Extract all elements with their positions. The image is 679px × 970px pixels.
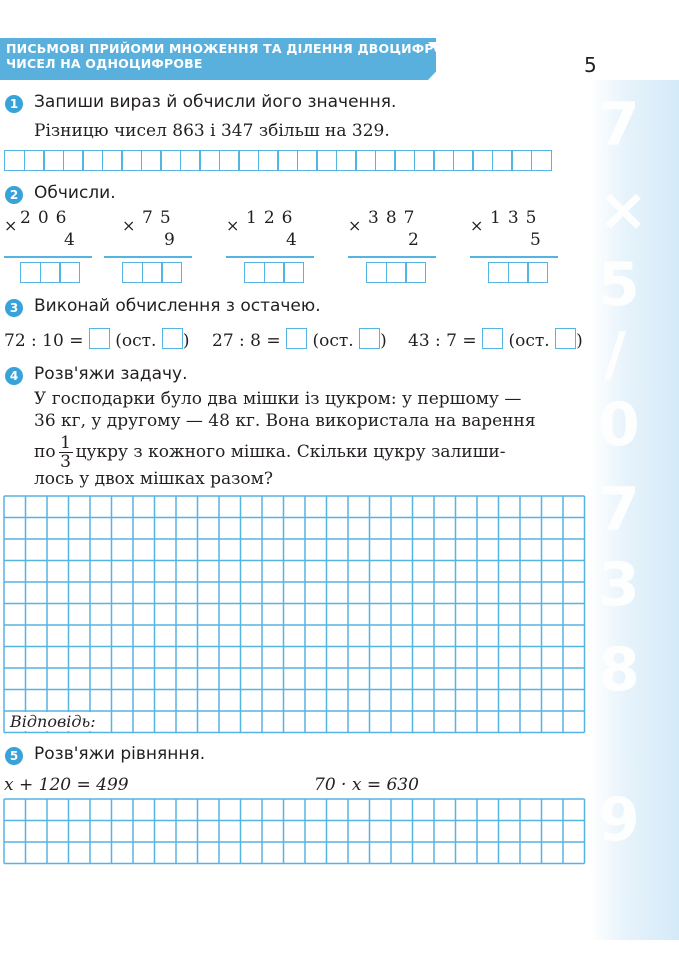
division-2-remainder-box[interactable] bbox=[359, 328, 380, 349]
remainder-open: (ост. bbox=[508, 331, 550, 351]
answer-label: Відповідь: bbox=[10, 712, 96, 731]
mul-4-line bbox=[348, 256, 436, 258]
mul-1-answer-cells[interactable] bbox=[20, 262, 79, 283]
division-3-remainder-box[interactable] bbox=[555, 328, 576, 349]
task-4-line3-pre: по bbox=[34, 441, 56, 462]
division-3 bbox=[408, 328, 583, 353]
equation-2: 70 · x = 630 bbox=[314, 775, 419, 795]
task-4-line3-post: цукру з кожного мішка. Скільки цукру залиши- bbox=[75, 441, 506, 462]
deco-digit: 9 bbox=[598, 785, 640, 855]
fraction-one-third bbox=[59, 434, 73, 471]
task-number-1: 1 bbox=[5, 95, 23, 113]
chapter-title-line1: ПИСЬМОВІ ПРИЙОМИ МНОЖЕННЯ ТА ДІЛЕННЯ ДВОЦИФРОВИХ bbox=[6, 41, 475, 56]
task-number-5: 5 bbox=[5, 747, 23, 765]
task-4-line1: У господарки було два мішки із цукром: у першому — bbox=[34, 389, 522, 409]
remainder-close: ) bbox=[182, 331, 190, 351]
task-1-text: Різницю чисел 863 і 347 збільш на 329. bbox=[34, 121, 390, 141]
page-number: 5 bbox=[584, 53, 597, 77]
multiplication-1: × 206 4 bbox=[4, 208, 94, 288]
mul-5-bottom: 5 bbox=[530, 230, 541, 250]
chapter-title-line2: ЧИСЕЛ НА ОДНОЦИФРОВЕ bbox=[6, 56, 203, 71]
fraction-numerator: 1 bbox=[60, 432, 71, 453]
task-5-title: Розв'яжи рівняння. bbox=[34, 744, 206, 764]
mul-1-top: 206 bbox=[20, 208, 74, 228]
deco-digit: / bbox=[604, 320, 626, 390]
remainder-close: ) bbox=[380, 331, 387, 351]
division-3-expr: 43 : 7 = bbox=[408, 331, 477, 351]
deco-digit: 0 bbox=[598, 390, 640, 460]
mul-3-line bbox=[226, 256, 314, 258]
fraction-denominator: 3 bbox=[60, 451, 71, 472]
mul-2-line bbox=[104, 256, 192, 258]
task-2-title: Обчисли. bbox=[34, 183, 116, 203]
deco-digit: 5 bbox=[598, 250, 640, 320]
division-1-remainder-box[interactable] bbox=[162, 328, 183, 349]
division-1-quotient-box[interactable] bbox=[89, 328, 110, 349]
remainder-close: ) bbox=[576, 331, 583, 351]
division-2 bbox=[212, 328, 387, 353]
task-number-3: 3 bbox=[5, 299, 23, 317]
multiplication-2: × 75 9 bbox=[104, 208, 194, 288]
deco-digit: × bbox=[598, 175, 649, 245]
task-number-4: 4 bbox=[5, 367, 23, 385]
task-5-solution-grid[interactable] bbox=[3, 798, 587, 866]
mul-2-top: 75 bbox=[142, 208, 178, 228]
task-3-title: Виконай обчислення з остачею. bbox=[34, 296, 321, 316]
division-2-quotient-box[interactable] bbox=[286, 328, 307, 349]
task-4-line2: 36 кг, у другому — 48 кг. Вона використала на варення bbox=[34, 411, 536, 431]
mul-1-line bbox=[4, 256, 92, 258]
division-2-expr: 27 : 8 = bbox=[212, 331, 281, 351]
mul-4-top: 387 bbox=[368, 208, 422, 228]
deco-digit: 7 bbox=[598, 90, 640, 160]
division-3-quotient-box[interactable] bbox=[482, 328, 503, 349]
mul-2-bottom: 9 bbox=[164, 230, 175, 250]
multiplication-5: × 135 5 bbox=[470, 208, 560, 288]
division-1-expr: 72 : 10 = bbox=[4, 331, 84, 351]
mul-5-line bbox=[470, 256, 558, 258]
task-4-line4: лось у двох мішках разом? bbox=[34, 469, 273, 489]
deco-digit: 8 bbox=[598, 635, 640, 705]
task-1-title: Запиши вираз й обчисли його значення. bbox=[34, 92, 397, 112]
mul-3-top: 126 bbox=[246, 208, 300, 228]
decorative-side-strip bbox=[590, 80, 679, 940]
chapter-title bbox=[6, 41, 475, 71]
mul-3-answer-cells[interactable] bbox=[244, 262, 303, 283]
multiplication-3: × 126 4 bbox=[226, 208, 316, 288]
mul-5-answer-cells[interactable] bbox=[488, 262, 547, 283]
task-4-solution-grid[interactable] bbox=[3, 495, 587, 735]
division-1 bbox=[4, 328, 190, 353]
mul-3-bottom: 4 bbox=[286, 230, 297, 250]
deco-digit: 7 bbox=[598, 475, 640, 545]
mul-1-bottom: 4 bbox=[64, 230, 75, 250]
deco-digit: 3 bbox=[598, 550, 640, 620]
multiplication-4: × 387 2 bbox=[348, 208, 438, 288]
remainder-open: (ост. bbox=[115, 331, 157, 351]
mul-5-top: 135 bbox=[490, 208, 544, 228]
equation-1: x + 120 = 499 bbox=[4, 775, 129, 795]
answer-cells-task-1[interactable] bbox=[4, 150, 550, 171]
mul-4-answer-cells[interactable] bbox=[366, 262, 425, 283]
task-number-2: 2 bbox=[5, 186, 23, 204]
mul-2-answer-cells[interactable] bbox=[122, 262, 181, 283]
remainder-open: (ост. bbox=[312, 331, 354, 351]
mul-4-bottom: 2 bbox=[408, 230, 419, 250]
task-4-title: Розв'яжи задачу. bbox=[34, 364, 188, 384]
task-4-line3 bbox=[34, 432, 506, 472]
